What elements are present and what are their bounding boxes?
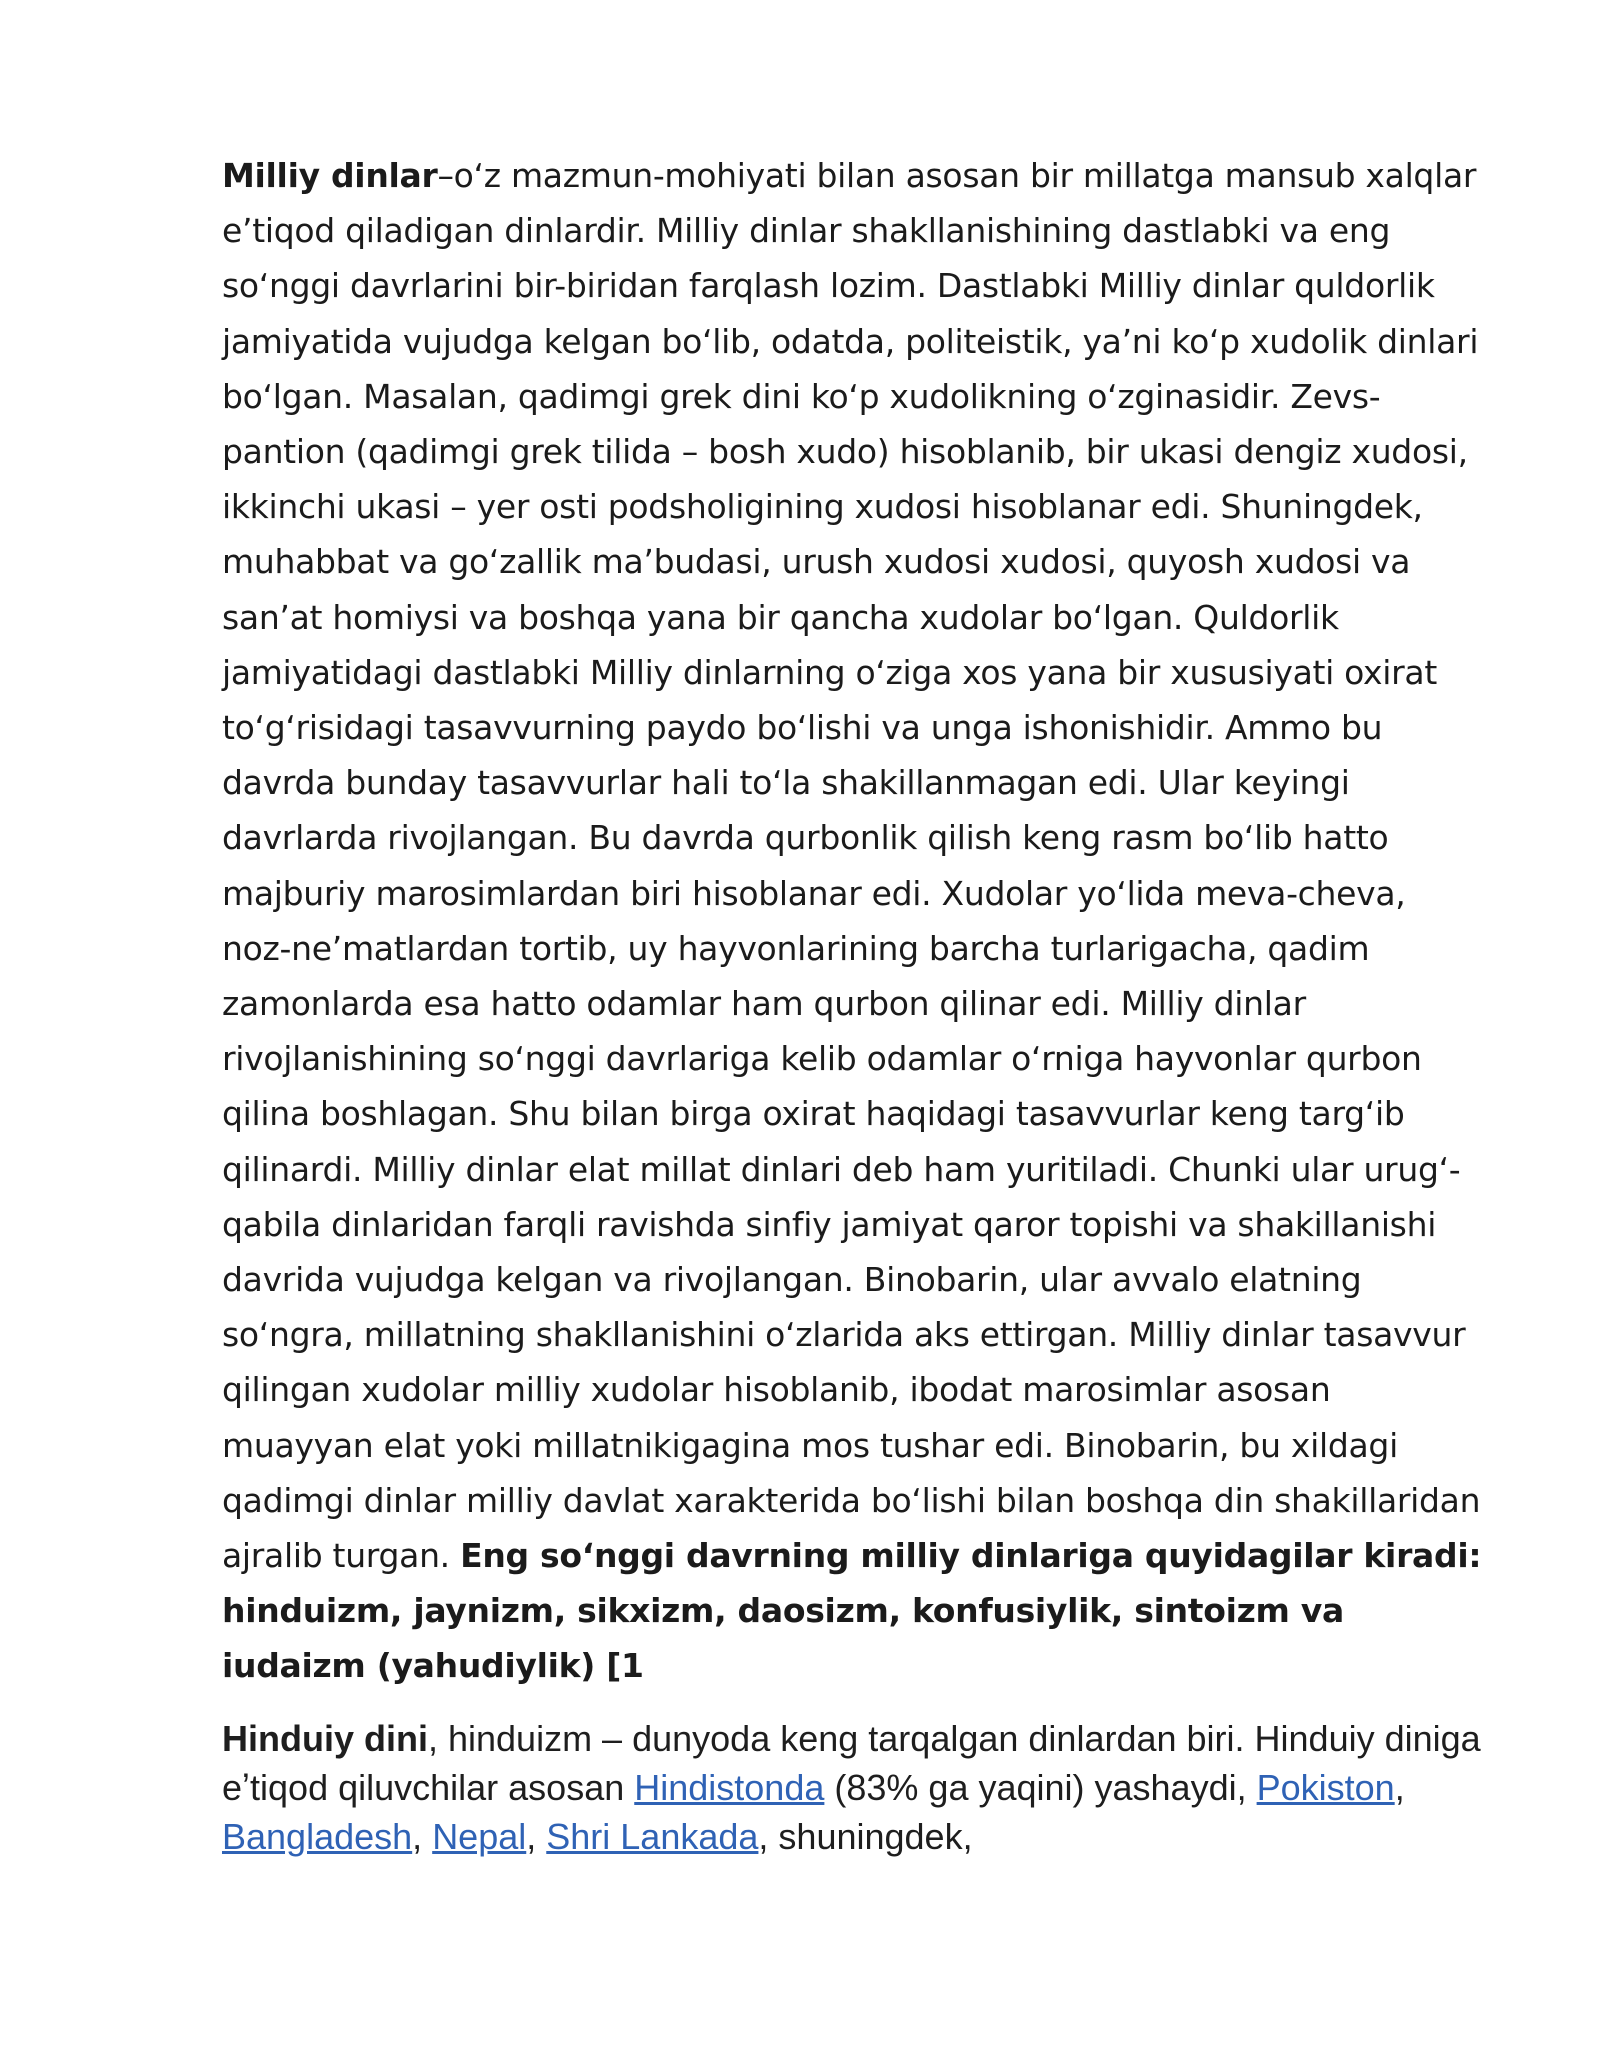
separator: , [1394,1766,1405,1808]
paragraph-body: –oʻz mazmun-mohiyati bilan asosan bir millatga mansub xalqlar eʼtiqod qiladigan dinlardir. Milliy dinlar shakllanishining dastlabki va eng soʻnggi davrlarini bir-biridan farqlash lozim. Dastlabki Milliy dinlar quldorlik jamiyatida vujudga kelgan boʻlib, odatda, politeistik, yaʼni koʻp xudolik dinlari boʻlgan. Masalan, qadimgi grek dini koʻp xudolikning oʻzginasidir. Zevs-pantion (qadimgi grek tilida – bosh xudo) hisoblanib, bir ukasi dengiz xudosi, ikkinchi ukasi – yer osti podsholigining xudosi hisoblanar edi. Shuningdek, muhabbat va goʻzallik maʼbudasi, urush xudosi xudosi, quyosh xudosi va sanʼat homiysi va boshqa yana bir qancha xudolar boʻlgan. Quldorlik jamiyatidagi dastlabki Milliy dinlarning oʻziga xos yana bir xususiyati oxirat toʻgʻrisidagi tasavvurning paydo boʻlishi va unga ishonishidir. Ammo bu davrda bunday tasavvurlar hali toʻla shakillanmagan edi. Ular keyingi davrlarda rivojlangan. Bu davrda qurbonlik qilish keng rasm boʻlib hatto majburiy marosimlardan biri hisoblanar edi. Xudolar yoʻlida meva-cheva, noz-neʼmatlardan tortib, uy hayvonlarining barcha turlarigacha, qadim zamonlarda esa hatto odamlar ham qurbon qilinar edi. Milliy dinlar rivojlanishining soʻnggi davrlariga kelib odamlar oʻrniga hayvonlar qurbon qilina boshlagan. Shu bilan birga oxirat haqidagi tasavvurlar keng targʻib qilinardi. Milliy dinlar elat millat dinlari deb ham yuritiladi. Chunki ular urugʻ-qabila dinlaridan farqli ravishda sinfiy jamiyat qaror topishi va shakillanishi davrida vujudga kelgan va rivojlangan. Binobarin, ular avvalo elatning soʻngra, millatning shakllanishini oʻzlarida aks ettirgan. Milliy dinlar tasavvur qilingan xudolar milliy xudolar hisoblanib, ibodat marosimlar asosan muayyan elat yoki millatnikigagina mos tushar edi. Binobarin, bu xildagi qadimgi dinlar milliy davlat xarakterida boʻlishi bilan boshqa din shakillaridan ajralib turgan. [222,156,1481,1576]
separator: , [526,1815,547,1857]
paragraph-text: , shuningdek, [758,1815,973,1857]
link-pokiston[interactable]: Pokiston [1256,1766,1395,1808]
separator: , [412,1815,433,1857]
link-shri-lankada[interactable]: Shri Lankada [546,1815,759,1857]
link-nepal[interactable]: Nepal [432,1815,527,1857]
term-hinduiy-dini: Hinduiy dini [222,1717,428,1759]
link-bangladesh[interactable]: Bangladesh [222,1815,413,1857]
paragraph-milliy-dinlar [222,148,1482,1694]
term-milliy-dinlar: Milliy dinlar [222,156,438,195]
link-hindistonda[interactable]: Hindistonda [634,1766,825,1808]
paragraph-text: (83% ga yaqini) yashaydi, [824,1766,1257,1808]
bold-summary: Eng soʻnggi davrning milliy dinlariga quyidagilar kiradi: hinduizm, jaynizm, sikxizm, daosizm, konfusiylik, sintoizm va iudaizm (yahudiylik) [1 [222,1536,1482,1686]
document-page [222,148,1482,1861]
paragraph-text: , hinduizm – dunyoda keng tarqalgan dinlardan biri. Hinduiy diniga eʼtiqod qiluvchilar asosan [222,1717,1481,1808]
paragraph-hinduiy-dini [222,1714,1482,1861]
